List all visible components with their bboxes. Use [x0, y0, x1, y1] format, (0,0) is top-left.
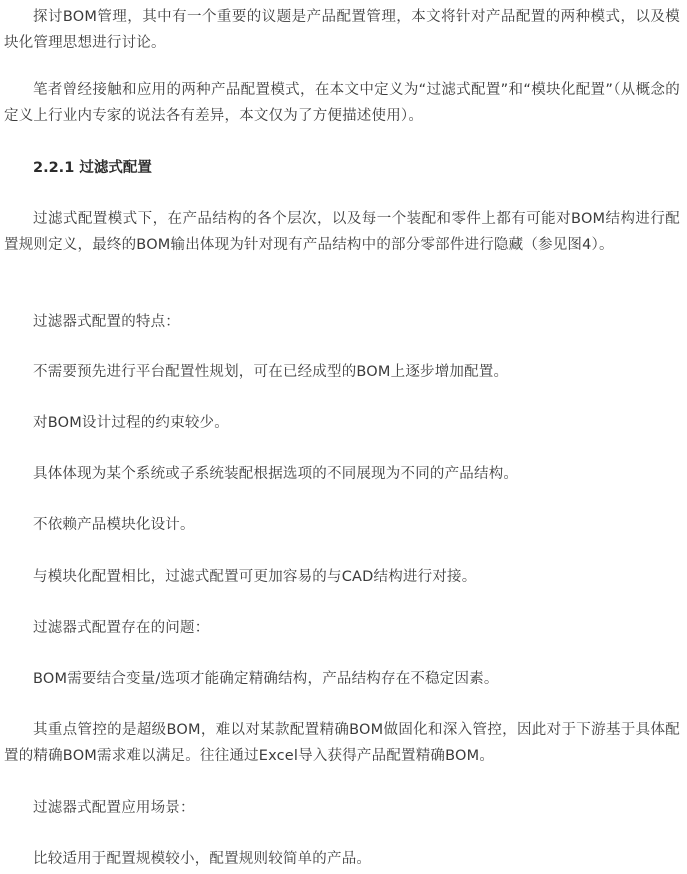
features-label: 过滤器式配置的特点： [33, 314, 180, 330]
problem-item-2: 其重点管控的是超级BOM，难以对某款配置精确BOM做固化和深入管控，因此对于下游基于具体配置的精确BOM需求难以满足。往往通过Excel导入获得产品配置精确BOM。 [4, 722, 680, 764]
scenario-label: 过滤器式配置应用场景： [33, 800, 195, 816]
section-heading: 2.2.1 过滤式配置 [33, 160, 152, 176]
problems-label: 过滤器式配置存在的问题： [33, 620, 210, 636]
problem-item-1: BOM需要结合变量/选项才能确定精确结构，产品结构存在不稳定因素。 [33, 671, 499, 687]
feature-item-4: 不依赖产品模块化设计。 [33, 517, 195, 533]
feature-item-5: 与模块化配置相比，过滤式配置可更加容易的与CAD结构进行对接。 [33, 569, 477, 585]
filter-config-paragraph: 过滤式配置模式下，在产品结构的各个层次，以及每一个装配和零件上都有可能对BOM结构进行配置规则定义，最终的BOM输出体现为针对现有产品结构中的部分零部件进行隐藏（参见图4）。 [4, 211, 680, 253]
feature-item-3: 具体体现为某个系统或子系统装配根据选项的不同展现为不同的产品结构。 [33, 466, 519, 482]
intro-paragraph: 探讨BOM管理，其中有一个重要的议题是产品配置管理，本文将针对产品配置的两种模式，以及模块化管理思想进行讨论。 [4, 9, 680, 51]
feature-item-1: 不需要预先进行平台配置性规划，可在已经成型的BOM上逐步增加配置。 [33, 364, 509, 380]
feature-item-2: 对BOM设计过程的约束较少。 [33, 415, 229, 431]
scenario-item-1: 比较适用于配置规模较小，配置规则较简单的产品。 [33, 851, 372, 867]
config-modes-paragraph: 笔者曾经接触和应用的两种产品配置模式，在本文中定义为“过滤式配置”和“模块化配置”（从概念的定义上行业内专家的说法各有差异，本文仅为了方便描述使用）。 [4, 82, 680, 124]
